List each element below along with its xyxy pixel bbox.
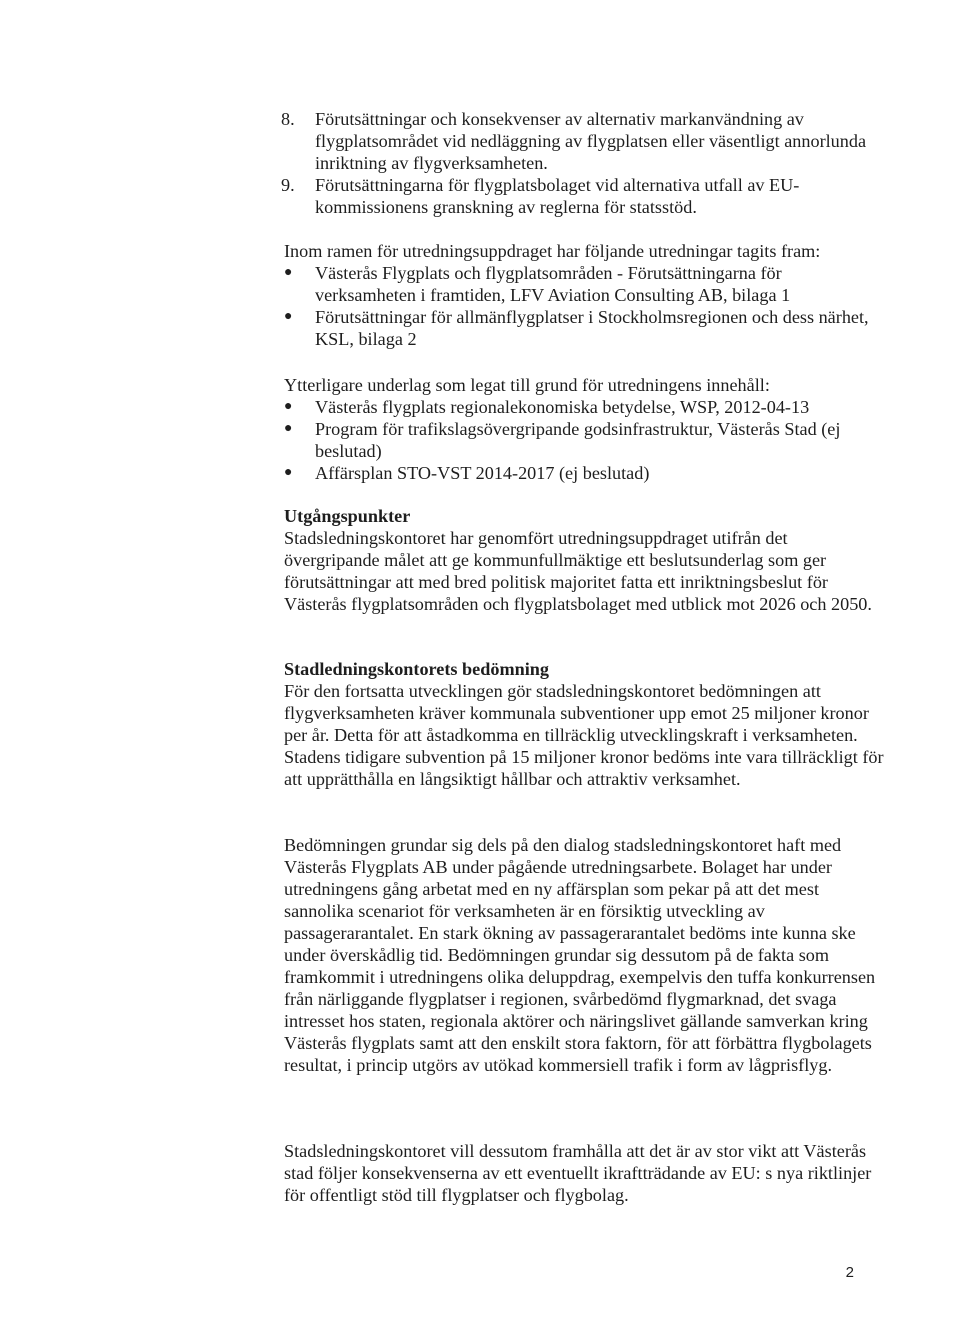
bullet-icon: ●: [284, 465, 293, 480]
additional-list: [284, 396, 884, 484]
section-heading: Utgångspunkter: [284, 506, 411, 526]
list-item: [284, 396, 884, 418]
starting-points-section: [284, 505, 884, 615]
additional-section: [284, 374, 884, 484]
numbered-list-item: [281, 174, 884, 218]
page-number: 2: [845, 1264, 854, 1281]
list-item: [284, 262, 884, 306]
list-number: 9.: [281, 175, 295, 195]
list-item-text: Västerås Flygplats och flygplatsområden - Förutsättningarna för verksamheten i framtiden, LFV Aviation Consulting AB, bilaga 1: [315, 263, 791, 305]
list-item-text: Förutsättningar för allmänflygplatser i Stockholmsregionen och dess närhet, KSL, bilaga 2: [315, 307, 869, 349]
list-item-text: Västerås flygplats regionalekonomiska betydelse, WSP, 2012-04-13: [315, 397, 810, 417]
list-item-text: Affärsplan STO-VST 2014-2017 (ej beslutad): [315, 463, 650, 483]
assessment-section: [284, 658, 884, 790]
investigations-section: [284, 240, 884, 350]
bullet-icon: ●: [284, 309, 293, 324]
investigations-intro: Inom ramen för utredningsuppdraget har följande utredningar tagits fram:: [284, 241, 821, 261]
list-item: [284, 306, 884, 350]
investigations-list: [284, 262, 884, 350]
paragraph: Stadsledningskontoret vill dessutom framhålla att det är av stor vikt att Västerås stad följer konsekvenserna av ett eventuellt ikraftträdande av EU: s nya riktlinjer för offentligt stöd till flygplatser och flygbolag.: [284, 1141, 872, 1205]
numbered-list: [281, 108, 884, 218]
assessment-paragraph-3: [284, 1140, 884, 1206]
assessment-paragraph-2: [284, 834, 884, 1076]
list-item-text: Förutsättningarna för flygplatsbolaget vid alternativa utfall av EU-kommissionens granskning av reglerna för statsstöd.: [315, 175, 800, 217]
list-item: [284, 462, 884, 484]
bullet-icon: ●: [284, 265, 293, 280]
list-item: [284, 418, 884, 462]
numbered-list-item: [281, 108, 884, 174]
list-number: 8.: [281, 109, 295, 129]
bullet-icon: ●: [284, 399, 293, 414]
paragraph: För den fortsatta utvecklingen gör stadsledningskontoret bedömningen att flygverksamheten kräver kommunala subventioner upp emot 25 miljoner kronor per år. Detta för att åstadkomma en tillräcklig utvecklingskraft i verksamheten. Stadens tidigare subvention på 15 miljoner kronor bedöms inte vara tillräckligt för att upprätthålla en långsiktigt hållbar och attraktiv verksamhet.: [284, 681, 884, 789]
list-item-text: Förutsättningar och konsekvenser av alternativ markanvändning av flygplatsområdet vid nedläggning av flygplatsen eller väsentligt annorlunda inriktning av flygverksamheten.: [315, 109, 867, 173]
paragraph: Stadsledningskontoret har genomfört utredningsuppdraget utifrån det övergripande målet att ge kommunfullmäktige ett beslutsunderlag som ger förutsättningar att med bred politisk majoritet fatta ett inriktningsbeslut för Västerås flygplatsområden och flygplatsbolaget med utblick mot 2026 och 2050.: [284, 528, 872, 614]
additional-intro: Ytterligare underlag som legat till grund för utredningens innehåll:: [284, 375, 770, 395]
bullet-icon: ●: [284, 421, 293, 436]
list-item-text: Program för trafikslagsövergripande godsinfrastruktur, Västerås Stad (ej beslutad): [315, 419, 841, 461]
paragraph: Bedömningen grundar sig dels på den dialog stadsledningskontoret haft med Västerås Flygplats AB under pågående utredningsarbete. Bolaget har under utredningens gång arbetat med en ny affärsplan som pekar på att det mest sannolika scenariot för verksamheten är en försiktig utveckling av passagerarantalet. En stark ökning av passagerarantalet bedöms inte kunna ske under överskådlig tid. Bedömningen grundar sig dessutom på de fakta som framkommit i utredningens olika deluppdrag, exempelvis den tuffa konkurrensen från närliggande flygplatser i regionen, svårbedömd flygmarknad, det svaga intresset hos staten, regionala aktörer och näringslivet gällande samverkan kring Västerås flygplats samt att den enskilt stora faktorn, för att förbättra flygbolagets resultat, i princip utgörs av utökad kommersiell trafik i form av lågprisflyg.: [284, 835, 876, 1075]
section-heading: Stadledningskontorets bedömning: [284, 659, 549, 679]
